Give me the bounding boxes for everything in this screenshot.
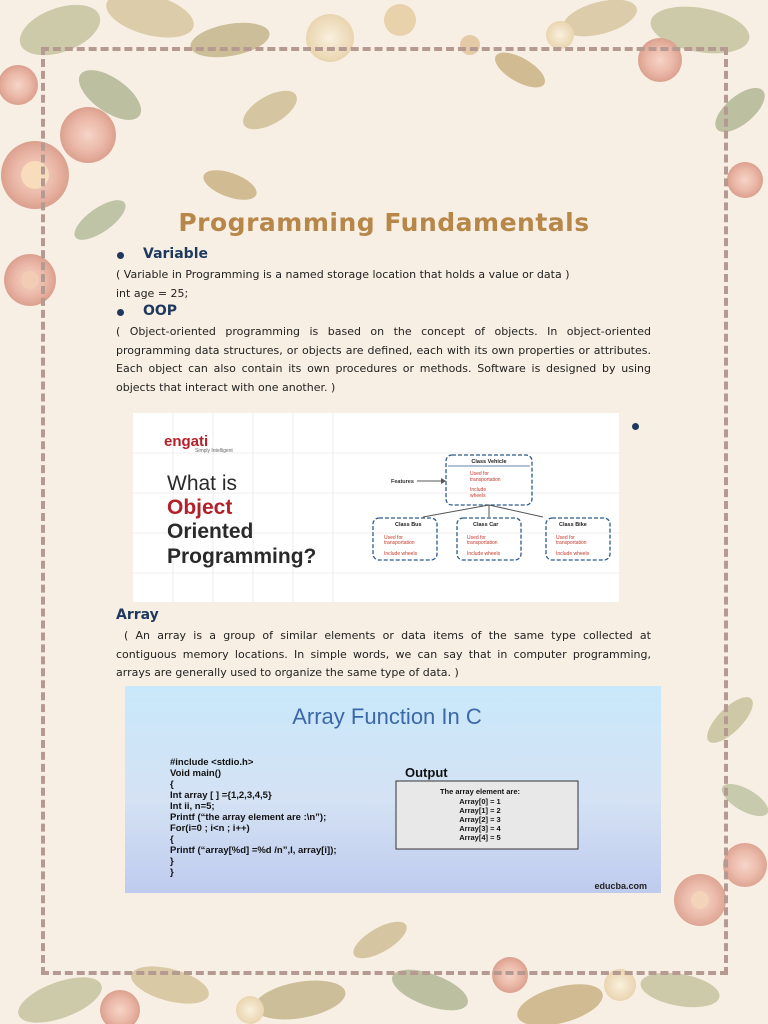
svg-text:Printf (“the array element are: Printf (“the array element are :\n”);: [170, 812, 327, 823]
svg-text:For(i=0 ; i<n ; i++): For(i=0 ; i<n ; i++): [170, 823, 250, 834]
svg-text:The array element are:: The array element are:: [439, 787, 521, 796]
features-label: Features: [391, 479, 414, 485]
svg-text:Int array [ ] ={1,2,3,4,5}: Int array [ ] ={1,2,3,4,5}: [170, 790, 272, 801]
engati-tagline: Simply Intelligent: [195, 448, 233, 454]
svg-text:Used for: Used for: [470, 471, 489, 477]
oop-definition: ( Object-oriented programming is based on the concept of objects. In object-oriented programming data structures, or objects are defined, each with its own properties or attributes. Each object can also contain its own procedures or methods. Software is designed by using objects that interact with one another. ): [116, 325, 651, 394]
headline-line-2: Object: [167, 496, 233, 519]
output-label: Output: [405, 765, 448, 780]
svg-text:Class Bus: Class Bus: [395, 522, 422, 528]
svg-text:Array[4] = 5: Array[4] = 5: [459, 833, 501, 842]
svg-text:Include wheels: Include wheels: [384, 551, 418, 557]
svg-text:transportation: transportation: [384, 540, 415, 546]
heading-array: Array: [116, 607, 159, 623]
svg-text:transportation: transportation: [470, 477, 501, 483]
svg-text:Int ii, n=5;: Int ii, n=5;: [170, 801, 215, 812]
heading-oop: OOP: [143, 303, 178, 319]
svg-text:Printf (“array[%d] =%d /n”,I,: Printf (“array[%d] =%d /n”,I, array[i]);: [170, 845, 337, 856]
svg-text:Class Vehicle: Class Vehicle: [471, 459, 507, 465]
svg-text:Include wheels: Include wheels: [556, 551, 590, 557]
variable-definition: ( Variable in Programming is a named storage location that holds a value or data ): [116, 268, 570, 281]
svg-text:Class Bike: Class Bike: [559, 522, 587, 528]
bullet-empty: [632, 423, 639, 430]
headline-line-3: Oriented: [167, 520, 254, 543]
svg-text:Used for: Used for: [467, 535, 486, 541]
svg-text:Array[3] = 4: Array[3] = 4: [459, 824, 501, 833]
svg-text:Void main(): Void main(): [170, 768, 222, 779]
heading-variable: Variable: [143, 246, 208, 262]
array-image-title: Array Function In C: [292, 704, 482, 729]
svg-text:transportation: transportation: [556, 540, 587, 546]
page-title: Programming Fundamentals: [178, 208, 590, 237]
svg-text:#include <stdio.h>: #include <stdio.h>: [170, 757, 254, 768]
svg-text:}: }: [170, 856, 174, 867]
svg-text:}: }: [170, 867, 174, 878]
svg-text:Array[0] = 1: Array[0] = 1: [459, 797, 501, 806]
array-function-image: [125, 686, 661, 893]
svg-text:Used for: Used for: [556, 535, 575, 541]
svg-text:{: {: [170, 779, 174, 790]
svg-text:Array[2] = 3: Array[2] = 3: [459, 815, 501, 824]
svg-text:Class Car: Class Car: [473, 522, 499, 528]
engati-logo: engati: [164, 433, 209, 450]
headline-line-4: Programming?: [167, 545, 317, 568]
array-definition: ( An array is a group of similar elements or data items of the same type collected at contiguous memory locations. In simple words, we can say that in computer programming, arrays are generally used to organize the same type of data. ): [116, 629, 651, 679]
svg-text:Used for: Used for: [384, 535, 403, 541]
svg-text:Include: Include: [470, 487, 487, 493]
oop-diagram-image: [133, 413, 619, 602]
bullet-variable: [117, 252, 124, 259]
svg-text:Include wheels: Include wheels: [467, 551, 501, 557]
svg-text:{: {: [170, 834, 174, 845]
svg-text:transportation: transportation: [467, 540, 498, 546]
headline-line-1: What is: [167, 472, 238, 495]
svg-text:Array[1] = 2: Array[1] = 2: [459, 806, 501, 815]
educba-credit: educba.com: [594, 881, 647, 891]
bullet-oop: [117, 309, 124, 316]
svg-text:wheels: wheels: [470, 493, 486, 499]
variable-example: int age = 25;: [116, 287, 189, 300]
